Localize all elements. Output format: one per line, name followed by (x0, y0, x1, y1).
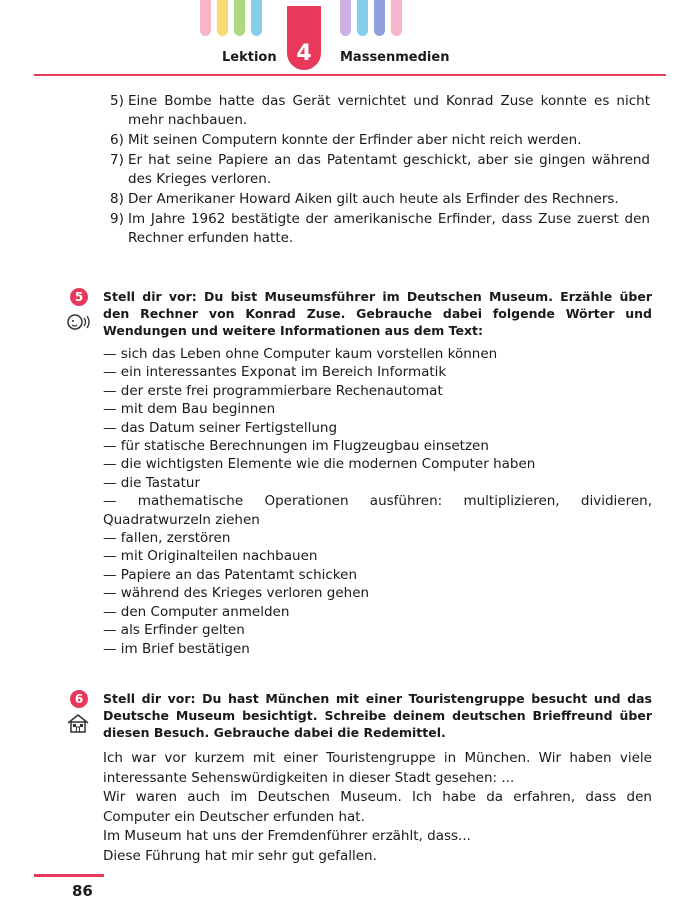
phrase-item: — ein interessantes Exponat im Bereich Informatik (103, 364, 447, 381)
color-tab (391, 0, 402, 36)
phrase-item: — fallen, zerstören (103, 530, 231, 547)
footer-divider (34, 874, 104, 877)
lesson-title: Massenmedien (340, 50, 450, 65)
color-tabs-right (340, 0, 402, 36)
task-number-badge: 6 (70, 690, 88, 708)
phrase-item: — während des Krieges verloren gehen (103, 585, 370, 602)
speaking-icon (65, 310, 91, 332)
statement-number: 6) (110, 132, 124, 148)
color-tab (200, 0, 211, 36)
phrase-item: — das Datum seiner Fertigstellung (103, 419, 338, 436)
phrase-item: — für statische Berechnungen im Flugzeugbau einsetzen (103, 438, 489, 455)
phrase-item: — die Tastatur (103, 474, 200, 491)
phrase-item: — mathematische Operationen ausführen: multiplizieren, dividieren, Quadratwurzeln ziehen (103, 493, 652, 528)
color-tab (251, 0, 262, 36)
color-tab (340, 0, 351, 36)
task-6 (62, 690, 652, 866)
statement-list (110, 92, 650, 249)
phrase-item: — als Erfinder gelten (103, 622, 245, 639)
statement-number: 5) (110, 93, 124, 109)
color-tab (217, 0, 228, 36)
lesson-number-badge: 4 (287, 6, 321, 70)
phrase-item: — den Computer anmelden (103, 603, 290, 620)
phrase-item: — die wichtigsten Elemente wie die modernen Computer haben (103, 456, 536, 473)
statement-number: 8) (110, 191, 124, 207)
lesson-label: Lektion (222, 50, 277, 65)
letter-paragraph: Ich war vor kurzem mit einer Touristengruppe in München. Wir haben viele interessante Sehenswürdigkeiten in dieser Stadt gesehen: ... (103, 750, 652, 786)
statement-item (110, 190, 650, 209)
letter-paragraph: Diese Führung hat mir sehr gut gefallen. (103, 847, 377, 864)
task-number-badge: 5 (70, 288, 88, 306)
task-5 (62, 288, 652, 658)
page-number: 86 (72, 882, 93, 900)
phrase-list (103, 345, 652, 658)
statement-item (110, 151, 650, 189)
statement-item (110, 210, 650, 248)
phrase-item: — mit dem Bau beginnen (103, 401, 276, 418)
statement-item (110, 131, 650, 150)
phrase-item: — Papiere an das Patentamt schicken (103, 566, 358, 583)
statement-number: 7) (110, 152, 124, 168)
statement-item (110, 92, 650, 130)
phrase-item: — sich das Leben ohne Computer kaum vorstellen können (103, 346, 498, 362)
statement-text: Eine Bombe hatte das Gerät vernichtet und Konrad Zuse konnte es nicht mehr nachbauen. (128, 93, 650, 128)
statement-text: Der Amerikaner Howard Aiken gilt auch heute als Erfinder des Rechners. (128, 191, 619, 207)
color-tab (374, 0, 385, 36)
phrase-item: — der erste frei programmierbare Rechenautomat (103, 382, 443, 399)
phrase-item: — mit Originalteilen nachbauen (103, 548, 318, 565)
color-tabs-left (200, 0, 262, 36)
header-divider (34, 74, 666, 76)
color-tab (357, 0, 368, 36)
statement-text: Mit seinen Computern konnte der Erfinder aber nicht reich werden. (128, 132, 582, 148)
letter-paragraph: Im Museum hat uns der Fremdenführer erzählt, dass... (103, 828, 471, 844)
page-header (0, 0, 700, 80)
house-icon (65, 712, 91, 734)
task-instruction: Stell dir vor: Du hast München mit einer Touristengruppe besucht und das Deutsche Museum besichtigt. Schreibe deinem deutschen Brieffreund über diesen Besuch. Gebrauche dabei die Redemittel. (103, 691, 652, 740)
task-instruction: Stell dir vor: Du bist Museumsführer im Deutschen Museum. Erzähle über den Rechner von Konrad Zuse. Gebrauche dabei folgende Wörter und Wendungen und weitere Informationen aus dem Text: (103, 289, 652, 338)
letter-paragraph: Wir waren auch im Deutschen Museum. Ich habe da erfahren, dass den Computer ein Deutscher erfunden hat. (103, 789, 652, 825)
statement-text: Er hat seine Papiere an das Patentamt geschickt, aber sie gingen während des Krieges verloren. (128, 152, 650, 187)
phrase-item: — im Brief bestätigen (103, 640, 250, 657)
letter-template (103, 749, 652, 866)
color-tab (234, 0, 245, 36)
statement-text: Im Jahre 1962 bestätigte der amerikanische Erfinder, dass Zuse zuerst den Rechner erfunden hatte. (128, 211, 650, 246)
statement-number: 9) (110, 211, 124, 227)
